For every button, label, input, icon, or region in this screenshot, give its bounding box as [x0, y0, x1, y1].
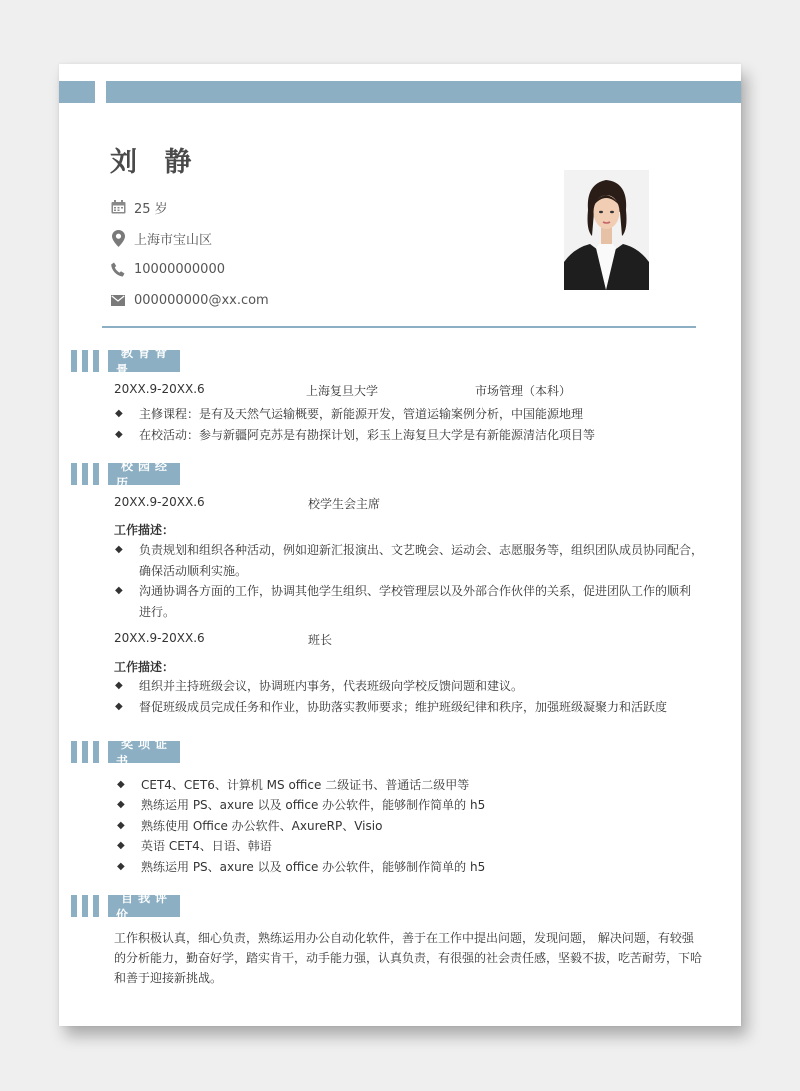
self-eval-line: 工作积极认真，细心负责，熟练运用办公自动化软件，善于在工作中提出问题，发现问题， 解决问题，有较强: [114, 931, 694, 945]
section-accent-bar: [71, 895, 77, 917]
campus-section-title: 校园经历: [108, 463, 180, 485]
self-eval-section-title: 自我评价: [108, 895, 180, 917]
awards-section-title: 奖项证书: [108, 741, 180, 763]
diamond-bullet-icon: ◆: [115, 680, 123, 691]
education-major: 市场管理（本科）: [475, 384, 572, 398]
section-accent-bar: [93, 463, 99, 485]
calendar-icon: [110, 199, 126, 215]
header-divider: [102, 326, 696, 328]
mail-icon: [110, 292, 126, 308]
campus-entry-role: 校学生会主席: [308, 497, 381, 511]
work-description-label: 工作描述：: [114, 523, 175, 537]
self-eval-line: 和善于迎接新挑战。: [114, 971, 223, 985]
location-value: 上海市宝山区: [134, 232, 213, 248]
education-section-header: [71, 346, 180, 377]
education-school: 上海复旦大学: [306, 384, 379, 398]
section-accent-bar: [71, 741, 77, 763]
diamond-bullet-icon: ◆: [117, 820, 125, 831]
email-value: 000000000@xx.com: [134, 292, 269, 308]
profile-photo: [564, 170, 649, 290]
email-row: [110, 290, 269, 310]
diamond-bullet-icon: ◆: [117, 840, 125, 851]
work-description-label: 工作描述：: [114, 660, 175, 674]
self-eval-section-header: [71, 891, 180, 922]
campus-entry-period: 20XX.9-20XX.6: [114, 495, 205, 509]
location-row: [110, 228, 212, 248]
age-row: [110, 197, 168, 217]
candidate-name: 刘 静: [110, 147, 201, 178]
diamond-bullet-icon: ◆: [117, 779, 125, 790]
campus-section-header: [71, 459, 180, 490]
diamond-bullet-icon: ◆: [117, 799, 125, 810]
age-value: 25 岁: [134, 201, 168, 217]
education-section-title: 教育背景: [108, 350, 180, 372]
phone-value: 10000000000: [134, 261, 225, 277]
diamond-bullet-icon: ◆: [115, 585, 123, 596]
self-eval-line: 的分析能力，勤奋好学，踏实肯干，动手能力强，认真负责，有很强的社会责任感，坚毅不拔，吃苦耐劳，下哈: [114, 951, 703, 965]
education-period: 20XX.9-20XX.6: [114, 382, 205, 396]
section-accent-bar: [93, 350, 99, 372]
header-accent-block: [59, 81, 95, 103]
phone-row: [110, 259, 225, 279]
header-accent-bar: [106, 81, 741, 103]
diamond-bullet-icon: ◆: [115, 408, 123, 419]
phone-icon: [110, 261, 126, 277]
diamond-bullet-icon: ◆: [115, 701, 123, 712]
section-accent-bar: [82, 741, 88, 763]
section-accent-bar: [71, 463, 77, 485]
diamond-bullet-icon: ◆: [115, 544, 123, 555]
diamond-bullet-icon: ◆: [117, 861, 125, 872]
section-accent-bar: [82, 895, 88, 917]
section-accent-bar: [93, 741, 99, 763]
section-accent-bar: [82, 463, 88, 485]
section-accent-bar: [82, 350, 88, 372]
section-accent-bar: [71, 350, 77, 372]
awards-section-header: [71, 737, 180, 768]
campus-entry-role: 班长: [308, 633, 333, 647]
diamond-bullet-icon: ◆: [115, 429, 123, 440]
location-pin-icon: [110, 230, 126, 246]
self-eval-paragraph: [114, 928, 704, 988]
resume-sheet: 刘 静 25 岁 上海市宝山区 10000000000 000000000@xx.com 教育背景 20XX.9-20XX.6 上海复旦大学 市场管理（本科） ◆ 主修课程：是有及天然气运输概要，新能源开发，管道运输案例分析，中国能源地理 ◆ 在校活动：参与新疆阿克苏是有勘探计划，彩玉上海复旦大学是有新能源清洁化项目等 校园经历 20XX.9-20XX.6 校学生会主席 工作描述： ◆ 负责规划和组织各种活动，例如迎新汇报演出、文艺晚会、运动会、志愿服务等，组织团队成员协同配合， 确保活动顺利实施。 ◆ 沟通协调各方面的工作，协调其他学生组织、学校管理层以及外部合作伙伴的关系，促进团队工作的顺利 进行。 20XX.9-20XX.6 班长 工作描述： ◆ 组织并主持班级会议，协调班内事务，代表班级向学校反馈问题和建议。 ◆ 督促班级成员完成任务和作业，协助落实教师要求；维护班级纪律和秩序，加强班级凝聚力和活跃度 奖项证书 ◆ CET4、CET6、计算机 MS office 二级证书、普通话二级甲等 ◆ 熟练运用 PS、axure 以及 office 办公软件，能够制作简单的 h5 ◆ 熟练使用 Office 办公软件、AxureRP、Visio ◆ 英语 CET4、日语、韩语 ◆ 熟练运用 PS、axure 以及 office 办公软件，能够制作简单的 h5 自我评价 工作积极认真，细心负责，熟练运用办公自动化软件，善于在工作中提出问题，发现问题， 解决问题，有较强 的分析能力，勤奋好学，踏实肯干，动手能力强，认真负责，有很强的社会责任感，坚毅不拔，吃苦耐劳，下哈 和善于迎接新挑战。: [59, 64, 741, 1026]
campus-entry-period: 20XX.9-20XX.6: [114, 631, 205, 645]
section-accent-bar: [93, 895, 99, 917]
